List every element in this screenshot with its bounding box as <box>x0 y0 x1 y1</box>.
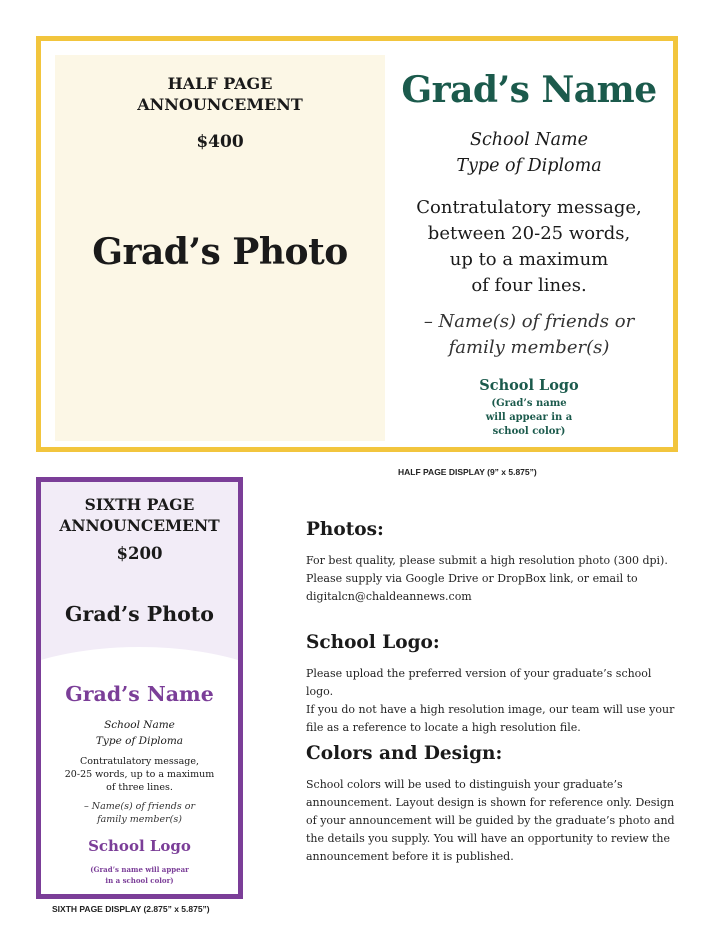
half-ad-text <box>385 41 673 447</box>
half-grad-name: Grad’s Name <box>401 69 657 111</box>
half-signature: – Name(s) of friends or family member(s) <box>423 311 635 358</box>
colors-design-heading: Colors and Design: <box>306 743 503 764</box>
sixth-logo-note: (Grad’s name will appear in a school color) <box>90 865 189 885</box>
school-logo-heading: School Logo: <box>306 632 440 653</box>
sixth-signature: – Name(s) of friends or family member(s) <box>83 801 195 825</box>
sixth-ad-price: $200 <box>116 544 163 563</box>
sixth-grad-name: Grad’s Name <box>65 682 214 706</box>
half-photo-label: Grad’s Photo <box>92 231 348 273</box>
half-ad-price: $400 <box>196 132 244 152</box>
half-school-logo: School Logo <box>479 377 579 394</box>
colors-design-section <box>306 743 680 866</box>
sixth-page-caption: SIXTH PAGE DISPLAY (2.875” x 5.875”) <box>52 904 210 914</box>
half-photo-placeholder <box>55 55 385 441</box>
sixth-photo-label: Grad’s Photo <box>65 602 214 626</box>
photos-text: For best quality, please submit a high resolution photo (300 dpi). Please supply via Google Drive or DropBox link, or email to digitalcn@chaldeannews.com <box>306 554 668 603</box>
sixth-school-info: School Name Type of Diploma <box>95 719 184 747</box>
sixth-page-ad <box>36 477 243 899</box>
sixth-arc-divider <box>36 647 243 767</box>
half-page-caption: HALF PAGE DISPLAY (9” x 5.875”) <box>398 467 537 477</box>
colors-design-text: School colors will be used to distinguish your graduate’s announcement. Layout design is shown for reference only. Design of your announcement will be guided by the graduate’s photo and the details you supply. You will have an opportunity to review the announcement before it is published. <box>306 778 675 863</box>
half-message: Contratulatory message, between 20-25 words, up to a maximum of four lines. <box>416 197 642 296</box>
sixth-message: Contratulatory message, 20-25 words, up to a maximum of three lines. <box>64 756 215 793</box>
half-logo-note: (Grad’s name will appear in a school color) <box>485 398 573 437</box>
sixth-school-logo: School Logo <box>88 837 191 855</box>
sixth-ad-title: SIXTH PAGE ANNOUNCEMENT <box>59 495 220 535</box>
school-logo-section <box>306 632 680 737</box>
half-school-info: School Name Type of Diploma <box>456 130 602 176</box>
photos-heading: Photos: <box>306 519 384 540</box>
photos-section <box>306 519 680 606</box>
half-ad-title: HALF PAGE ANNOUNCEMENT <box>137 74 303 114</box>
half-page-ad <box>36 36 678 452</box>
school-logo-text: Please upload the preferred version of your graduate’s school logo. If you do not have a high resolution image, our team will use your file as a reference to locate a high resolution file. <box>306 667 675 734</box>
